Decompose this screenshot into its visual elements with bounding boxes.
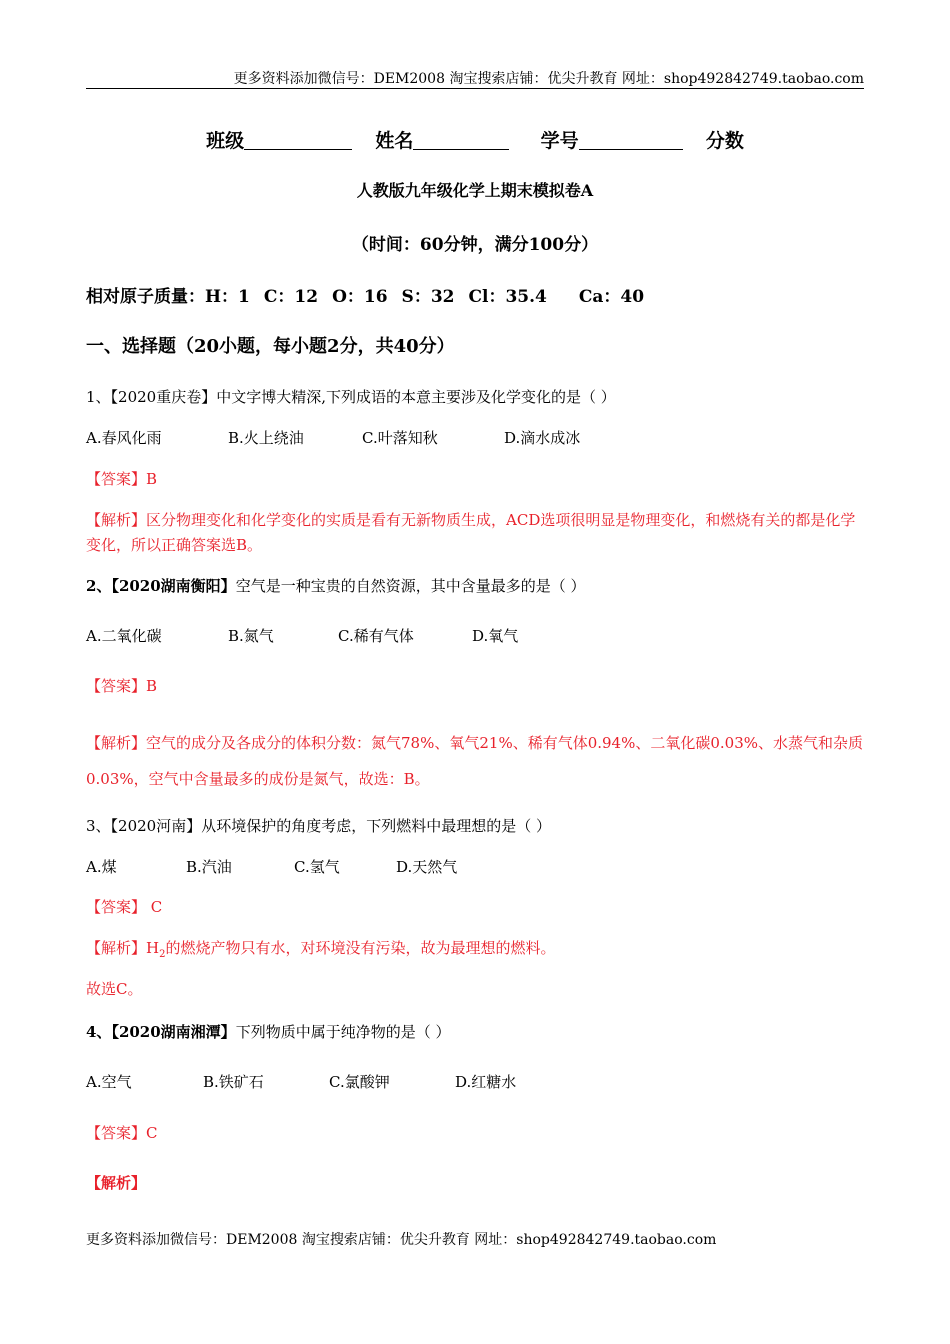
question-4-explanation [86, 1172, 146, 1193]
question-number: 3、 [86, 817, 111, 835]
answer-label: 【答案】 [86, 470, 147, 488]
explanation-label: 【解析】 [86, 734, 147, 752]
name-blank [413, 131, 509, 150]
question-1-answer [86, 468, 157, 489]
page-header: 更多资料添加微信号：DEM2008 淘宝搜索店铺：优尖升教育 网址：shop492842749.taobao.com [233, 71, 864, 87]
answer-value: C [146, 1124, 158, 1142]
question-text: 中文字博大精深,下列成语的本意主要涉及化学变化的是（ ） [216, 388, 616, 406]
question-2-options [86, 625, 518, 646]
id-blank [579, 131, 683, 150]
section-title: 一、选择题（20小题，每小题2分，共40分） [86, 336, 455, 357]
question-number: 1、 [86, 388, 111, 406]
atomic-mass-item: Ca：40 [578, 287, 645, 307]
option-c: C.氢气 [294, 858, 340, 876]
explanation-text: 区分物理变化和化学变化的实质是看有无新物质生成，ACD选项很明显是物理变化，和燃烧有关的都是化学变化，所以正确答案选B。 [86, 511, 856, 554]
atomic-mass-item: O：16 [332, 287, 388, 307]
question-4 [86, 1021, 450, 1042]
question-3-conclusion: 故选C。 [86, 980, 143, 998]
atomic-mass-line [86, 282, 658, 307]
score-label: 分数 [705, 130, 744, 152]
student-info-line [0, 126, 950, 153]
class-label: 班级 [206, 130, 245, 152]
explanation-label: 【解析】 [86, 511, 147, 529]
question-4-answer [86, 1122, 158, 1143]
atomic-mass-item: Cl：35.4 [468, 287, 547, 307]
atomic-mass-item: C：12 [263, 287, 319, 307]
question-1-options [86, 427, 580, 448]
option-c: C.氯酸钾 [329, 1073, 390, 1091]
explanation-label: 【解析】 [86, 1174, 147, 1192]
question-3-answer [86, 896, 162, 917]
question-2-answer [86, 675, 157, 696]
atomic-mass-label: 相对原子质量： [86, 287, 205, 307]
answer-value: B [146, 677, 158, 695]
question-text: 从环境保护的角度考虑，下列燃料中最理想的是（ ） [201, 817, 552, 835]
option-b: B.汽油 [186, 858, 232, 876]
option-a: A.二氧化碳 [86, 627, 162, 645]
question-4-options [86, 1071, 516, 1092]
explanation-text: 的燃烧产物只有水，对环境没有污染，故为最理想的燃料。 [165, 939, 556, 957]
option-d: D.氧气 [472, 627, 519, 645]
option-d: D.天然气 [396, 858, 458, 876]
question-1 [86, 386, 616, 407]
explanation-formula: H [146, 939, 160, 957]
class-blank [244, 131, 352, 150]
question-text: 下列物质中属于纯净物的是（ ） [235, 1023, 451, 1041]
option-c: C.稀有气体 [338, 627, 414, 645]
question-1-explanation [86, 508, 864, 558]
question-3 [86, 815, 551, 836]
page-footer: 更多资料添加微信号：DEM2008 淘宝搜索店铺：优尖升教育 网址：shop492842749.taobao.com [86, 1232, 717, 1248]
option-a: A.空气 [86, 1073, 132, 1091]
question-source: 【2020湖南湘潭】 [111, 1023, 236, 1041]
option-b: B.火上绕油 [228, 429, 304, 447]
question-2 [86, 575, 585, 596]
question-source: 【2020重庆卷】 [110, 388, 217, 406]
question-text: 空气是一种宝贵的自然资源，其中含量最多的是（ ） [235, 577, 586, 595]
option-c: C.叶落知秋 [362, 429, 438, 447]
header-divider [86, 88, 864, 89]
explanation-text: 空气的成分及各成分的体积分数：氮气78%、氧气21%、稀有气体0.94%、二氧化碳0.03%、水蒸气和杂质0.03%，空气中含量最多的成份是氮气，故选：B。 [86, 734, 864, 788]
option-a: A.煤 [86, 858, 117, 876]
option-d: D.红糖水 [455, 1073, 517, 1091]
explanation-label: 【解析】 [86, 939, 147, 957]
question-source: 【2020湖南衡阳】 [111, 577, 236, 595]
question-number: 4、 [86, 1023, 112, 1041]
explanation-subscript: 2 [159, 949, 166, 960]
option-b: B.氮气 [228, 627, 274, 645]
question-2-explanation [86, 725, 864, 797]
answer-value: B [146, 470, 158, 488]
id-label: 学号 [540, 130, 579, 152]
option-a: A.春风化雨 [86, 429, 162, 447]
name-label: 姓名 [375, 130, 414, 152]
answer-label: 【答案】 [86, 898, 147, 916]
option-b: B.铁矿石 [203, 1073, 264, 1091]
question-3-explanation [86, 937, 864, 960]
question-source: 【2020河南】 [110, 817, 202, 835]
atomic-mass-item: H：1 [205, 287, 250, 307]
answer-label: 【答案】 [86, 677, 147, 695]
answer-label: 【答案】 [86, 1124, 147, 1142]
atomic-mass-item: S：32 [401, 287, 455, 307]
answer-value: C [146, 898, 163, 916]
exam-subtitle: （时间：60分钟，满分100分） [351, 235, 599, 255]
exam-title: 人教版九年级化学上期末模拟卷A [356, 181, 594, 200]
question-3-options [86, 856, 457, 877]
question-number: 2、 [86, 577, 112, 595]
option-d: D.滴水成冰 [504, 429, 581, 447]
